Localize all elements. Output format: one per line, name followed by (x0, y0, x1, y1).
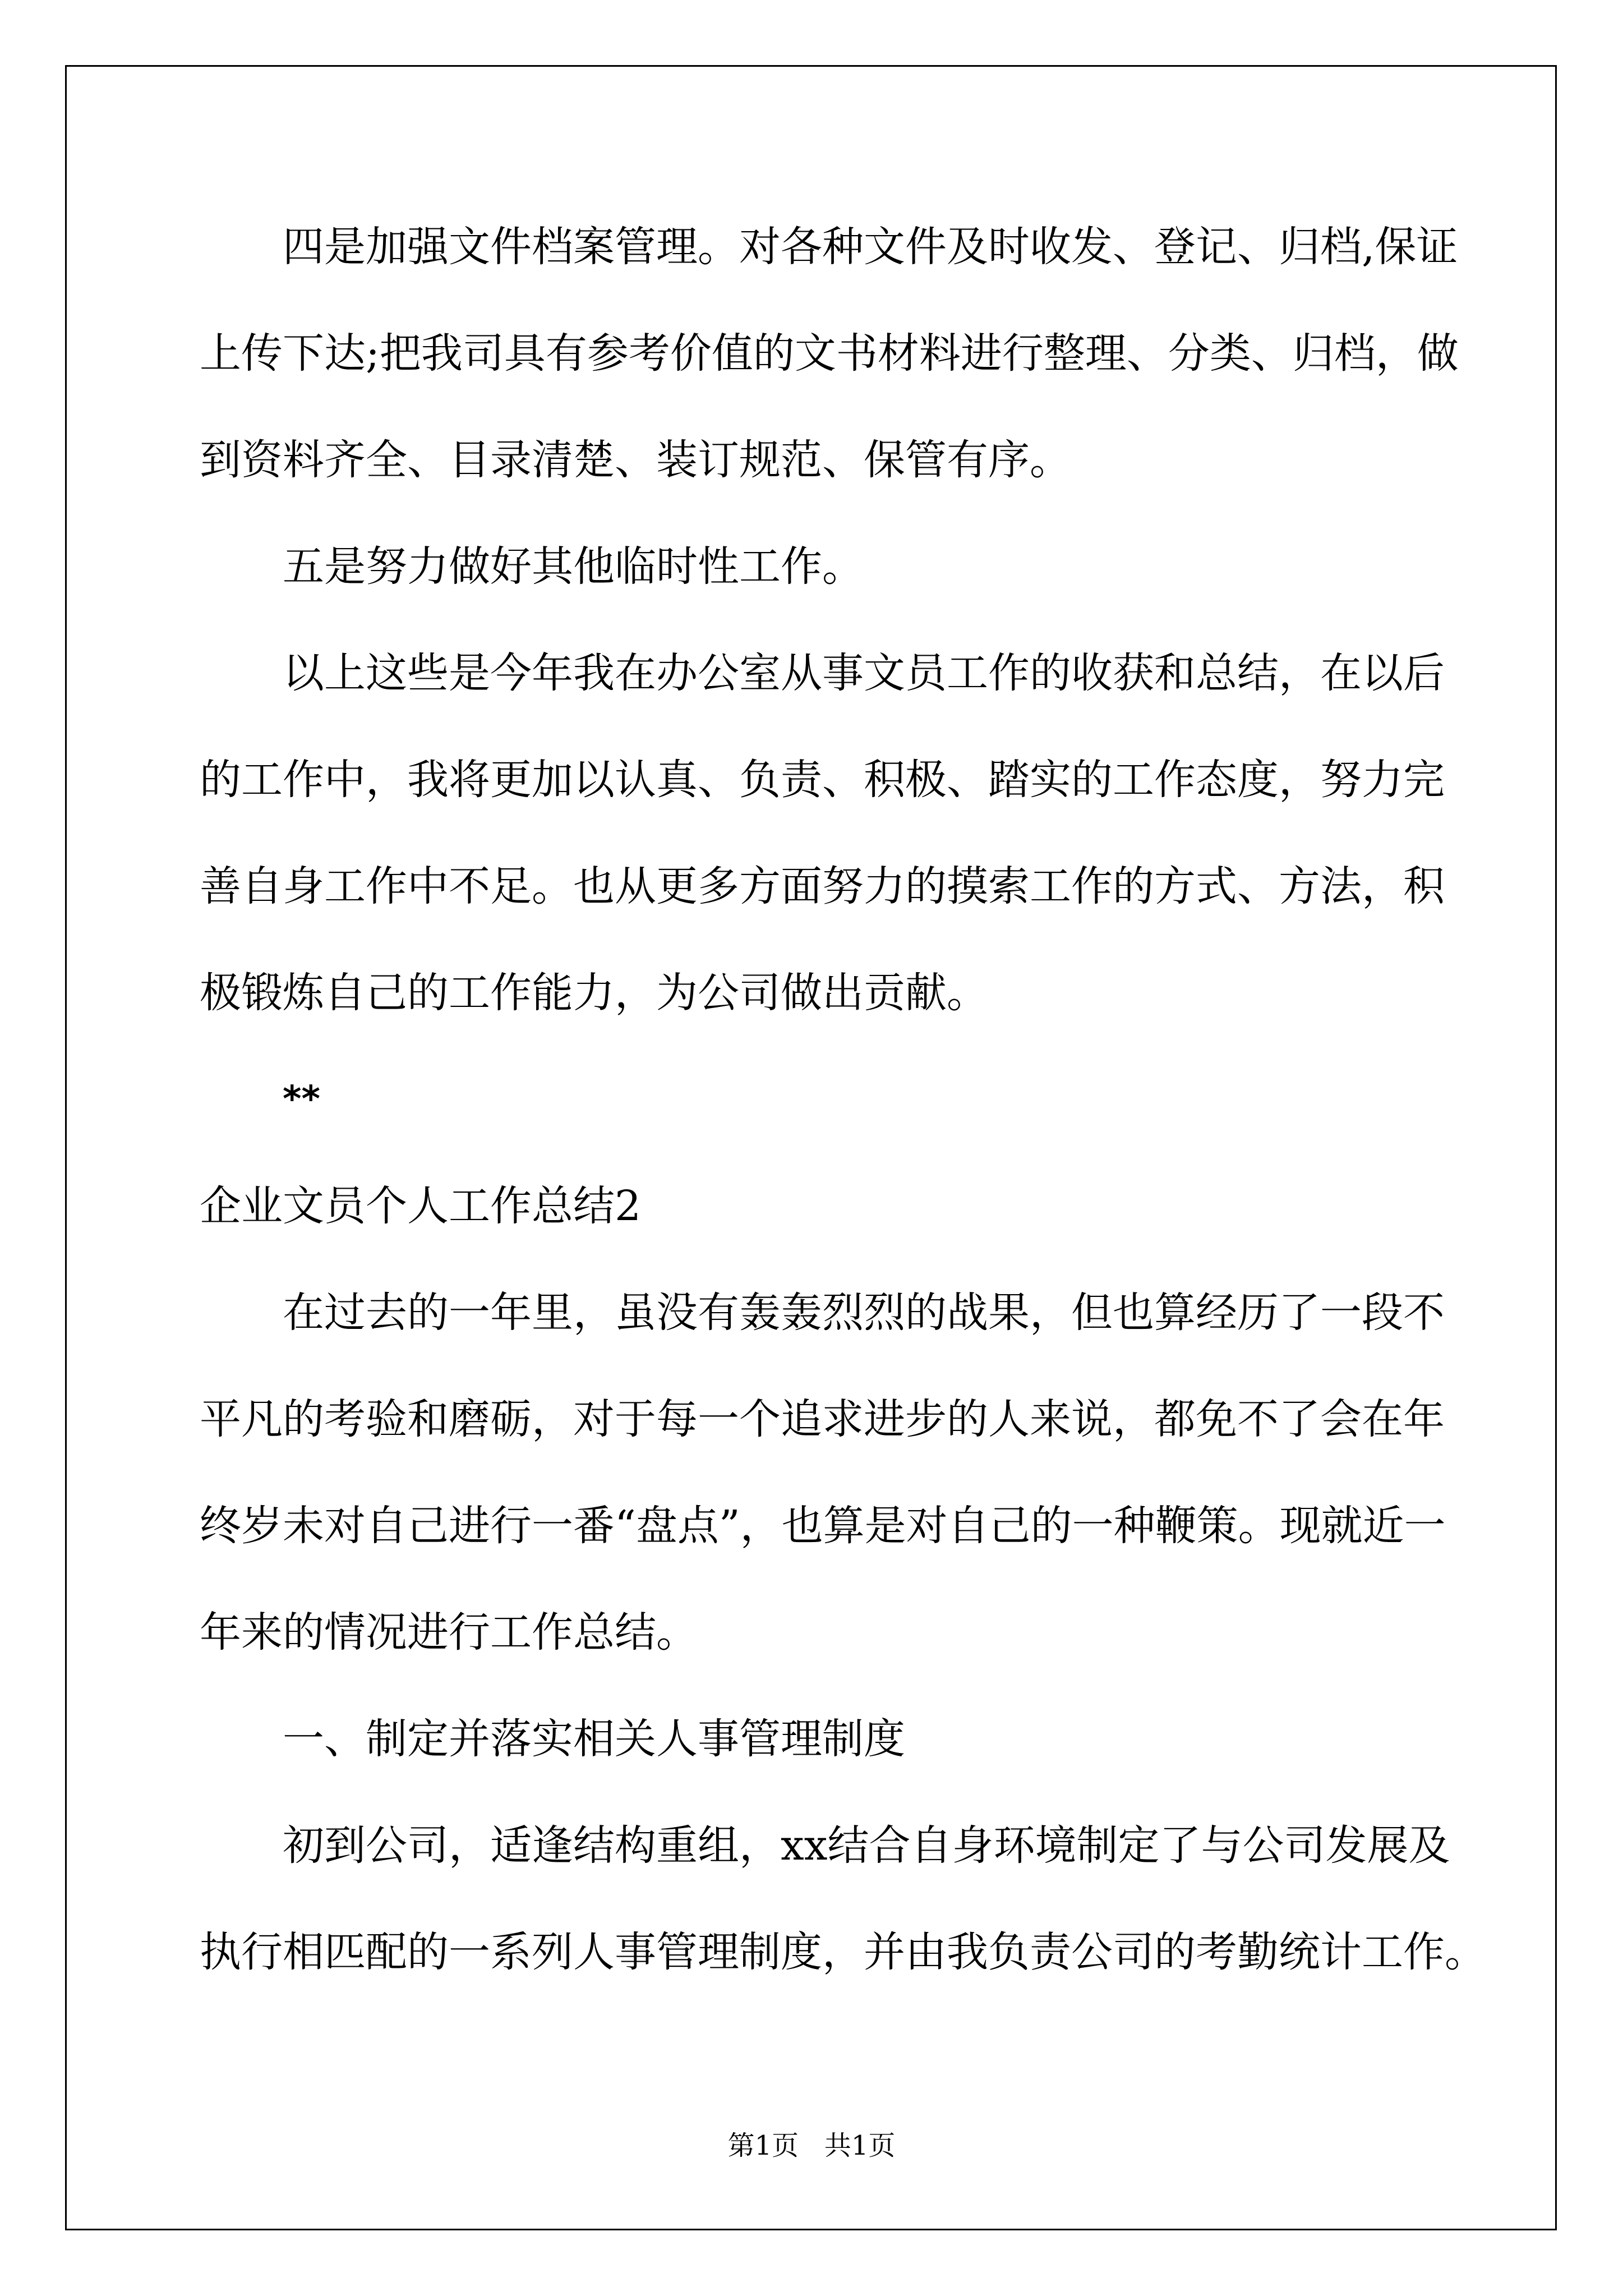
text-line: 上传下达;把我司具有参考价值的文书材料进行整理、分类、归档，做 (200, 329, 1459, 378)
subsection-heading: 一、制定并落实相关人事管理制度 (283, 1715, 905, 1763)
text-line: 平凡的考验和磨砺，对于每一个追求进步的人来说，都免不了会在年 (200, 1395, 1445, 1443)
text-line: 的工作中，我将更加以认真、负责、积极、踏实的工作态度，努力完 (200, 756, 1445, 804)
separator-stars: ** (283, 1079, 320, 1120)
page-border (65, 65, 1557, 2230)
text-line: 在过去的一年里，虽没有轰轰烈烈的战果，但也算经历了一段不 (283, 1289, 1445, 1337)
section-title: 企业文员个人工作总结2 (200, 1182, 642, 1230)
text-line: 善自身工作中不足。也从更多方面努力的摸索工作的方式、方法，积 (200, 862, 1445, 910)
text-line: 初到公司，适逢结构重组，xx结合自身环境制定了与公司发展及 (283, 1821, 1450, 1870)
text-line: 极锻炼自己的工作能力，为公司做出贡献。 (200, 969, 988, 1017)
text-line: 五是努力做好其他临时性工作。 (283, 542, 864, 591)
page-footer: 第1页 共1页 (727, 2130, 896, 2161)
text-line: 终岁未对自己进行一番“盘点”，也算是对自己的一种鞭策。现就近一 (200, 1502, 1446, 1550)
text-line: 以上这些是今年我在办公室从事文员工作的收获和总结，在以后 (283, 649, 1445, 697)
text-line: 四是加强文件档案管理。对各种文件及时收发、登记、归档,保证 (283, 223, 1458, 271)
text-line: 到资料齐全、目录清楚、装订规范、保管有序。 (200, 436, 1071, 484)
text-line: 年来的情况进行工作总结。 (200, 1608, 698, 1657)
text-line: 执行相匹配的一系列人事管理制度，并由我负责公司的考勤统计工作。 (200, 1928, 1486, 1976)
